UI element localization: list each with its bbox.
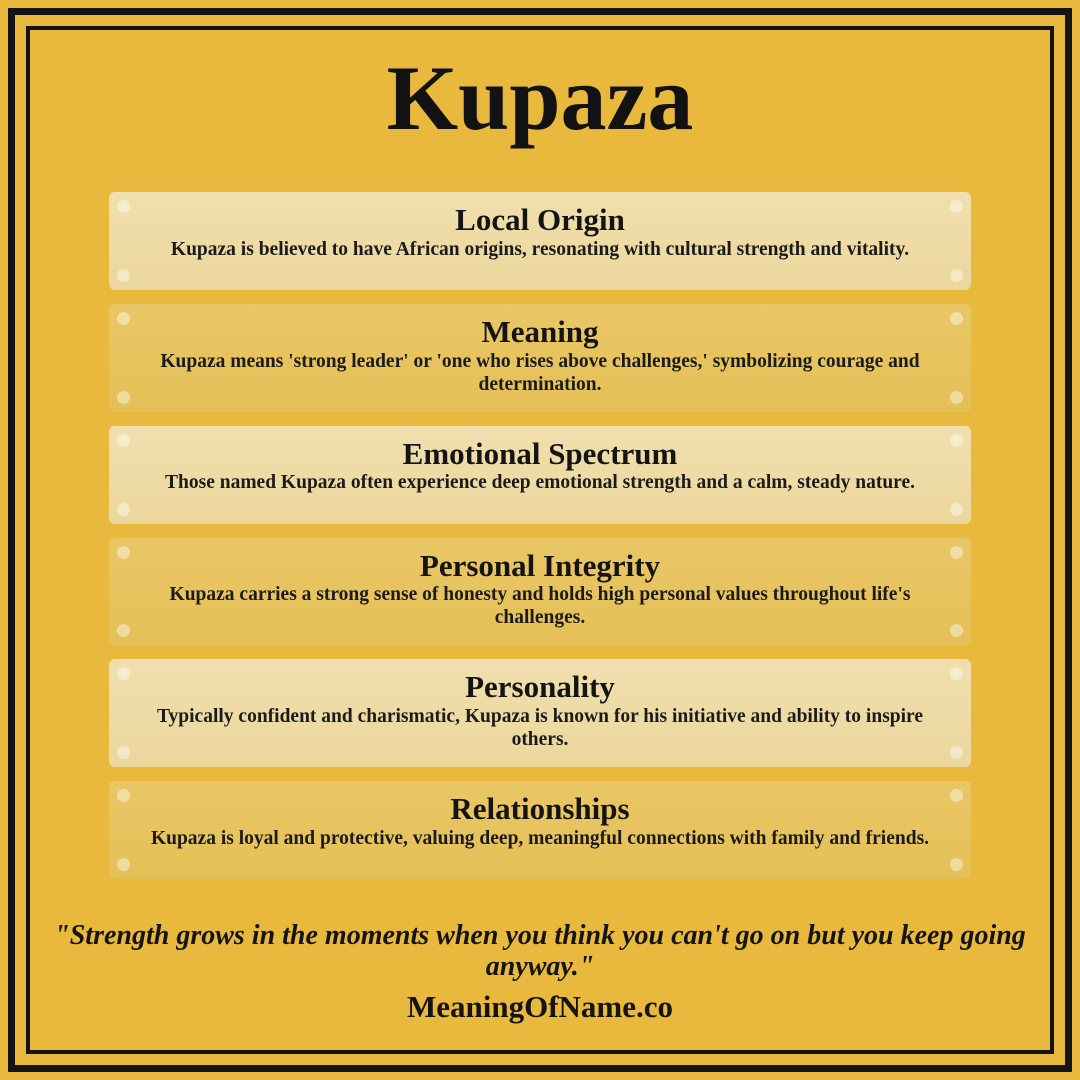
brand-label: MeaningOfName.co xyxy=(406,988,674,1024)
section-heading: Relationships xyxy=(450,790,630,826)
rivet-icon xyxy=(950,269,963,282)
rivet-icon xyxy=(950,789,963,802)
rivet-icon xyxy=(117,503,130,516)
poster-footer xyxy=(35,921,1045,1025)
section-card-personal-integrity xyxy=(109,538,971,646)
rivet-icon xyxy=(117,746,130,759)
section-body: Typically confident and charismatic, Kupaza is known for his initiative and ability to inspire others. xyxy=(156,705,923,750)
section-body: Kupaza is loyal and protective, valuing deep, meaningful connections with family and friends. xyxy=(150,827,930,849)
section-card-personality xyxy=(109,659,971,767)
section-card-meaning xyxy=(109,304,971,412)
section-body: Kupaza is believed to have African origins, resonating with cultural strength and vitality. xyxy=(170,238,910,260)
rivet-icon xyxy=(950,503,963,516)
section-card-emotional-spectrum xyxy=(109,426,971,524)
rivet-icon xyxy=(950,546,963,559)
section-heading: Meaning xyxy=(481,314,599,349)
rivet-icon xyxy=(117,391,130,404)
section-heading: Personality xyxy=(465,669,615,705)
rivet-icon xyxy=(950,200,963,213)
rivet-icon xyxy=(950,858,963,871)
rivet-icon xyxy=(117,624,130,637)
rivet-icon xyxy=(117,269,130,282)
sections-list xyxy=(109,192,971,879)
section-heading: Local Origin xyxy=(455,202,625,237)
rivet-icon xyxy=(117,434,130,447)
rivet-icon xyxy=(950,434,963,447)
rivet-icon xyxy=(950,667,963,680)
rivet-icon xyxy=(117,667,130,680)
rivet-icon xyxy=(950,312,963,325)
rivet-icon xyxy=(117,789,130,802)
poster-content xyxy=(30,30,1050,1050)
rivet-icon xyxy=(117,546,130,559)
section-heading: Personal Integrity xyxy=(419,547,661,583)
section-card-relationships xyxy=(109,781,971,879)
rivet-icon xyxy=(950,391,963,404)
rivet-icon xyxy=(117,858,130,871)
section-heading: Emotional Spectrum xyxy=(402,435,678,471)
section-body: Kupaza carries a strong sense of honesty and holds high personal values throughout life's challenges. xyxy=(169,584,911,629)
page-title: Kupaza xyxy=(386,47,694,149)
rivet-icon xyxy=(117,312,130,325)
section-card-local-origin xyxy=(109,192,971,290)
rivet-icon xyxy=(117,200,130,213)
rivet-icon xyxy=(950,624,963,637)
section-body: Those named Kupaza often experience deep emotional strength and a calm, steady nature. xyxy=(165,472,915,494)
section-body: Kupaza means 'strong leader' or 'one who rises above challenges,' symbolizing courage and determination. xyxy=(160,350,920,395)
rivet-icon xyxy=(950,746,963,759)
quote-text: "Strength grows in the moments when you think you can't go on but you keep going anyway." xyxy=(54,919,1026,982)
